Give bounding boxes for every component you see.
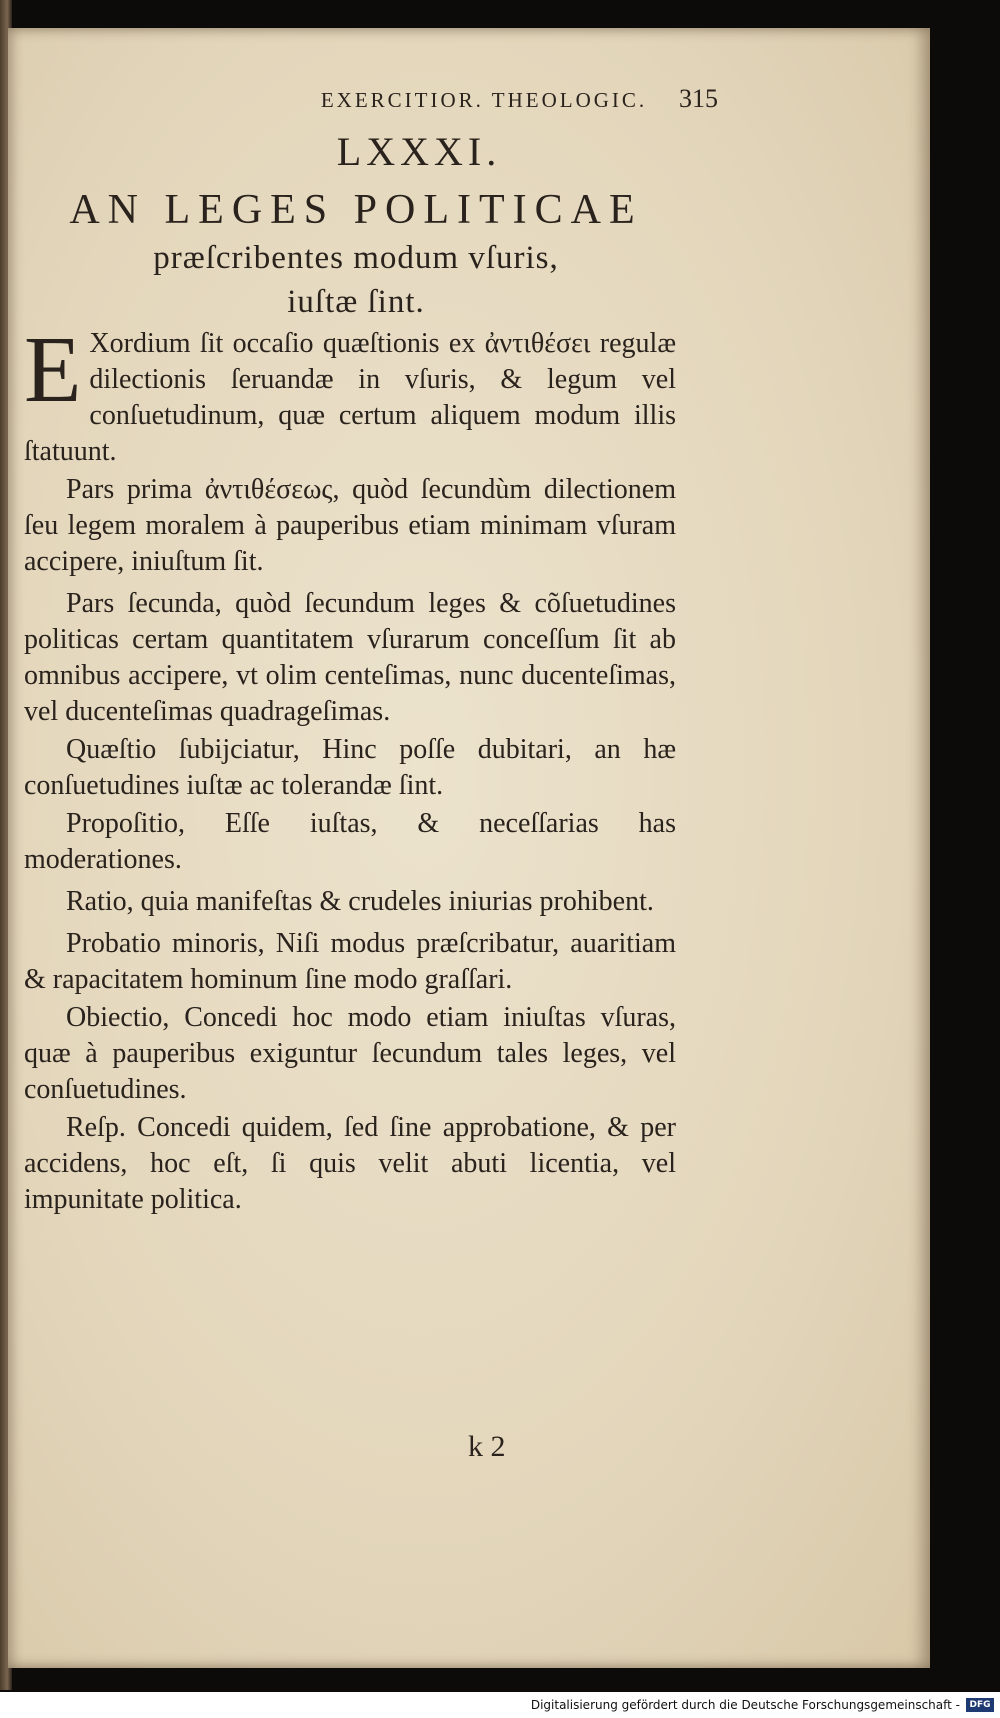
running-head xyxy=(8,88,930,113)
paragraph-quaestio: Quæſtio ſubijciatur, Hinc poſſe dubitari, an hæ conſuetudines iuſtæ ac tolerandæ ſint. xyxy=(24,734,676,801)
running-head-title: EXERCITIOR. THEOLOGIC. xyxy=(320,88,648,112)
chapter-heading-line-1: AN LEGES POLITICAE xyxy=(69,187,643,233)
chapter-heading-line-3: iuſtæ ſint. xyxy=(287,284,425,320)
footer-credit: Digitalisierung gefördert durch die Deutsche Forschungsgemeinschaft - xyxy=(530,1698,960,1712)
digitization-footer xyxy=(0,1692,1000,1718)
signature-mark: k 2 xyxy=(468,1430,506,1463)
paragraph-exordium xyxy=(24,318,676,470)
paragraph-responsio: Reſp. Concedi quidem, ſed ſine approbatione, & per accidens, hoc eſt, ſi quis velit abuti licentia, vel impunitate politica. xyxy=(24,1112,676,1215)
page-number: 315 xyxy=(679,84,718,113)
dfg-logo: DFG xyxy=(966,1698,994,1712)
paragraph-propositio: Propoſitio, Eſſe iuſtas, & neceſſarias has moderationes. xyxy=(24,808,676,875)
paragraph-probatio: Probatio minoris, Niſi modus præſcribatur, auaritiam & rapacitatem hominum ſine modo graſſari. xyxy=(24,928,676,995)
paragraph-text: Xordium ſit occaſio quæſtionis ex ἀντιθέσει regulæ dilectionis ſeruandæ in vſuris, & legum vel conſuetudinum, quæ certum aliquem modum illis ſtatuunt. xyxy=(24,328,676,467)
drop-cap: E xyxy=(24,318,82,422)
book-page xyxy=(8,28,930,1668)
paragraph-pars-prima: Pars prima ἀντιθέσεως, quòd ſecundùm dilectionem ſeu legem moralem à pauperibus etiam minimam vſuram accipere, iniuſtum ſit. xyxy=(24,474,676,577)
chapter-number: LXXXI. xyxy=(336,129,502,174)
body-text xyxy=(24,318,676,1220)
paragraph-ratio: Ratio, quia manifeſtas & crudeles iniurias prohibent. xyxy=(66,886,654,917)
paragraph-pars-secunda: Pars ſecunda, quòd ſecundum leges & cõſuetudines politicas certam quantitatem vſurarum conceſſum ſit ab omnibus accipere, vt olim centeſimas, nunc ducenteſimas, vel ducenteſimas quadrageſimas. xyxy=(24,588,676,727)
paragraph-obiectio: Obiectio, Concedi hoc modo etiam iniuſtas vſuras, quæ à pauperibus exiguntur ſecundum tales leges, vel conſuetudines. xyxy=(24,1002,676,1105)
chapter-heading-line-2: præſcribentes modum vſuris, xyxy=(153,240,559,276)
